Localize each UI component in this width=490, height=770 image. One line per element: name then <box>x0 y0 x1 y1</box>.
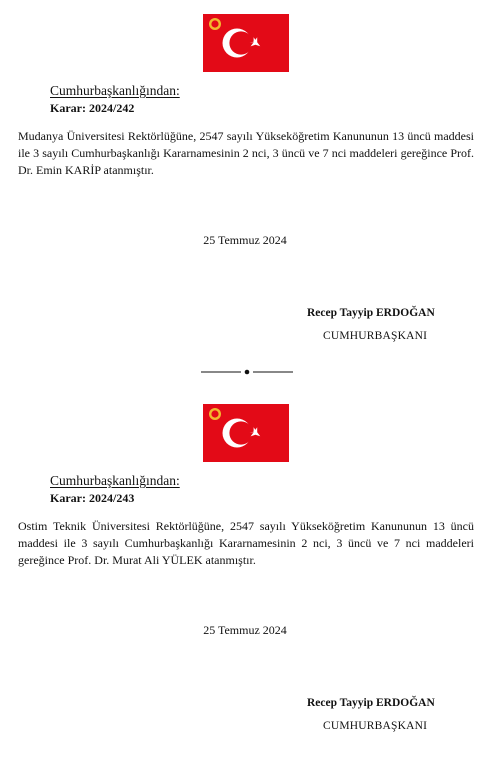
signer-title: CUMHURBAŞKANI <box>323 330 428 342</box>
signer-title: CUMHURBAŞKANI <box>323 720 428 732</box>
decree-date: 25 Temmuz 2024 <box>203 233 287 247</box>
section-divider <box>195 364 299 380</box>
decision-number: Karar: 2024/242 <box>50 101 135 115</box>
decree-body: Mudanya Üniversitesi Rektörlüğüne, 2547 sayılı Yükseköğretim Kanununun 13 üncü maddesi ile 3 sayılı Cumhurbaşkanlığı Kararnamesinin 2 nci, 3 üncü ve 7 nci maddeleri gereğince Prof. Dr. Emin KARİP atanmıştır. <box>18 129 474 177</box>
decree-body: Ostim Teknik Üniversitesi Rektörlüğüne, 2547 sayılı Yükseköğretim Kanununun 13 üncü maddesi ile 3 sayılı Cumhurbaşkanlığı Kararnamesinin 2 nci, 3 üncü ve 7 nci maddeleri gereğince Prof. Dr. Murat Ali YÜLEK atanmıştır. <box>18 519 474 567</box>
decree-1 <box>0 0 490 380</box>
signer-name: Recep Tayyip ERDOĞAN <box>307 307 435 319</box>
issuer-heading: Cumhurbaşkanlığından: <box>50 473 180 488</box>
signer-name: Recep Tayyip ERDOĞAN <box>307 697 435 709</box>
issuer-heading: Cumhurbaşkanlığından: <box>50 83 180 98</box>
turkish-flag-icon <box>203 404 289 462</box>
turkish-flag-icon <box>203 14 289 72</box>
decree-2 <box>0 390 490 770</box>
decision-number: Karar: 2024/243 <box>50 491 135 505</box>
decree-date: 25 Temmuz 2024 <box>203 623 287 637</box>
